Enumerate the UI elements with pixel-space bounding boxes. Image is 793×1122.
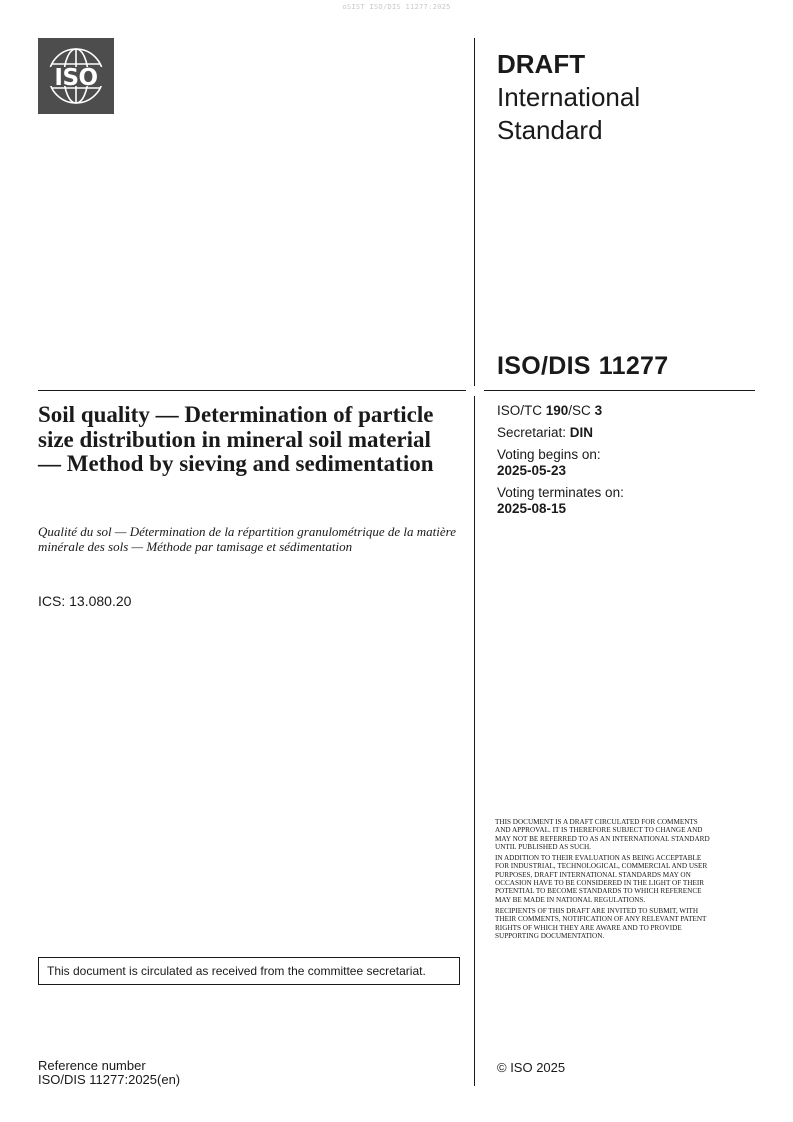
standard-number-value: 11277 [598,352,669,380]
copyright: © ISO 2025 [497,1060,566,1075]
horizontal-rule-left [38,390,466,391]
tc-number: 190 [545,403,569,418]
circulation-note: This document is circulated as received from the committee secretariat. [38,957,460,985]
secretariat-label: Secretariat: [497,425,570,440]
reference-number [38,1059,180,1086]
vertical-divider-top [474,38,475,386]
reference-label: Reference number [38,1058,146,1073]
voting-terminates-label: Voting terminates on: [497,485,624,500]
standard-prefix: ISO/DIS [497,352,591,380]
notice-paragraph-1: THIS DOCUMENT IS A DRAFT CIRCULATED FOR COMMENTS AND APPROVAL. IT IS THEREFORE SUBJECT TO CHANGE AND MAY NOT BE REFERRED TO AS AN INTERNATIONAL STANDARD UNTIL PUBLISHED AS SUCH. [495,818,710,851]
secretariat-row [497,425,757,441]
tc-prefix: ISO/TC [497,403,546,418]
draft-label: DRAFT [497,49,586,79]
reference-value: ISO/DIS 11277:2025(en) [38,1071,181,1087]
notice-paragraph-2: IN ADDITION TO THEIR EVALUATION AS BEING ACCEPTABLE FOR INDUSTRIAL, TECHNOLOGICAL, COMMERCIAL AND USER PURPOSES, DRAFT INTERNATIONAL STANDARDS MAY ON OCCASION HAVE TO BE CONSIDERED IN THE LIGHT OF THEIR POTENTIAL TO BECOME STANDARDS TO WHICH REFERENCE MAY BE MADE IN NATIONAL REGULATIONS. [495,854,708,904]
watermark: oSIST ISO/DIS 11277:2025 [342,3,451,11]
voting-begins-label: Voting begins on: [497,447,601,462]
voting-begins-date: 2025-05-23 [497,463,567,478]
ics-code: ICS: 13.080.20 [38,593,132,609]
document-metadata [497,403,757,523]
iso-globe-logo-icon [38,38,114,114]
voting-terminates-date: 2025-08-15 [497,501,567,516]
standard-label: Standard [497,115,603,145]
standard-number [497,352,668,381]
draft-notice [495,818,710,943]
horizontal-rule-right [484,390,755,391]
notice-paragraph-3: RECIPIENTS OF THIS DRAFT ARE INVITED TO SUBMIT, WITH THEIR COMMENTS, NOTIFICATION OF ANY RELEVANT PATENT RIGHTS OF WHICH THEY ARE AWARE AND TO PROVIDE SUPPORTING DOCUMENTATION. [495,906,707,940]
sc-prefix: /SC [568,403,595,418]
sc-number: 3 [594,403,603,418]
vertical-divider-bottom [474,396,475,1086]
iso-logo [38,38,114,114]
french-title: Qualité du sol — Détermination de la répartition granulométrique de la matière minérale des sols — Méthode par tamisage et sédimentation [38,524,457,554]
secretariat-value: DIN [569,425,594,440]
document-type-heading [497,48,757,147]
voting-begins-row [497,447,757,479]
committee-row [497,403,757,419]
international-label: International [497,82,641,112]
logo-text: ISO [54,65,98,91]
voting-terminates-row [497,485,757,517]
english-title: Soil quality — Determination of particle size distribution in mineral soil material — Method by sieving and sedimentation [38,402,434,476]
